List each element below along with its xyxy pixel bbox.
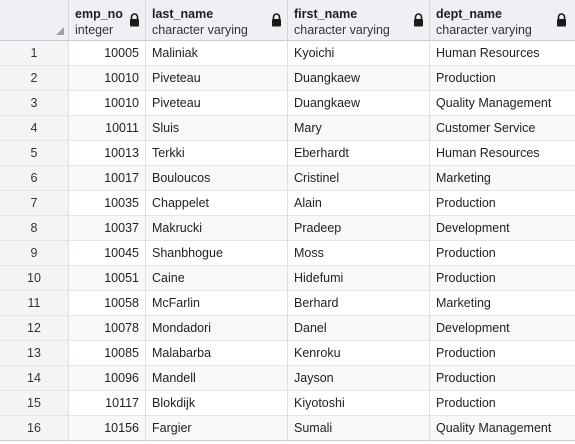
cell-first-name[interactable]: Hidefumi (288, 266, 430, 291)
row-number-cell[interactable]: 11 (0, 291, 69, 316)
cell-first-name[interactable]: Danel (288, 316, 430, 341)
cell-dept-name[interactable]: Production (430, 191, 575, 216)
cell-emp-no[interactable]: 10010 (69, 91, 146, 116)
cell-dept-name[interactable]: Development (430, 316, 575, 341)
cell-first-name[interactable]: Pradeep (288, 216, 430, 241)
lock-icon (271, 13, 282, 27)
cell-dept-name[interactable]: Production (430, 66, 575, 91)
row-number-cell[interactable]: 5 (0, 141, 69, 166)
cell-emp-no[interactable]: 10010 (69, 66, 146, 91)
row-number-cell[interactable]: 7 (0, 191, 69, 216)
cell-last-name[interactable]: Piveteau (146, 66, 288, 91)
cell-dept-name[interactable]: Production (430, 366, 575, 391)
cell-last-name[interactable]: Chappelet (146, 191, 288, 216)
cell-first-name[interactable]: Jayson (288, 366, 430, 391)
cell-emp-no[interactable]: 10045 (69, 241, 146, 266)
cell-last-name[interactable]: Malabarba (146, 341, 288, 366)
column-header-first-name[interactable] (288, 0, 430, 41)
cell-first-name[interactable]: Duangkaew (288, 66, 430, 91)
cell-last-name[interactable]: Mondadori (146, 316, 288, 341)
cell-dept-name[interactable]: Quality Management (430, 416, 575, 441)
row-number-cell[interactable]: 1 (0, 41, 69, 66)
cell-emp-no[interactable]: 10117 (69, 391, 146, 416)
row-number-cell[interactable]: 12 (0, 316, 69, 341)
column-type: character varying (152, 23, 248, 37)
cell-first-name[interactable]: Kiyotoshi (288, 391, 430, 416)
cell-emp-no[interactable]: 10156 (69, 416, 146, 441)
cell-emp-no[interactable]: 10051 (69, 266, 146, 291)
column-name: emp_no (75, 7, 123, 21)
cell-last-name[interactable]: Maliniak (146, 41, 288, 66)
column-type: character varying (294, 23, 390, 37)
column-type: integer (75, 23, 114, 37)
cell-first-name[interactable]: Eberhardt (288, 141, 430, 166)
cell-last-name[interactable]: McFarlin (146, 291, 288, 316)
cell-emp-no[interactable]: 10035 (69, 191, 146, 216)
cell-dept-name[interactable]: Marketing (430, 291, 575, 316)
table-row[interactable] (0, 266, 575, 291)
table-row[interactable] (0, 366, 575, 391)
cell-emp-no[interactable]: 10037 (69, 216, 146, 241)
row-number-cell[interactable]: 9 (0, 241, 69, 266)
table-row[interactable] (0, 191, 575, 216)
column-header-last-name[interactable] (146, 0, 288, 41)
table-row[interactable] (0, 91, 575, 116)
row-number-cell[interactable]: 13 (0, 341, 69, 366)
cell-emp-no[interactable]: 10078 (69, 316, 146, 341)
table-row[interactable] (0, 166, 575, 191)
row-number-cell[interactable]: 6 (0, 166, 69, 191)
cell-dept-name[interactable]: Production (430, 266, 575, 291)
cell-last-name[interactable]: Blokdijk (146, 391, 288, 416)
cell-dept-name[interactable]: Human Resources (430, 41, 575, 66)
cell-first-name[interactable]: Mary (288, 116, 430, 141)
table-row[interactable] (0, 341, 575, 366)
lock-icon (413, 13, 424, 27)
column-name: dept_name (436, 7, 502, 21)
row-number-header[interactable] (0, 0, 69, 41)
cell-dept-name[interactable]: Marketing (430, 166, 575, 191)
row-number-cell[interactable]: 14 (0, 366, 69, 391)
row-number-cell[interactable]: 3 (0, 91, 69, 116)
column-name: last_name (152, 7, 214, 21)
row-number-cell[interactable]: 15 (0, 391, 69, 416)
cell-last-name[interactable]: Bouloucos (146, 166, 288, 191)
cell-first-name[interactable]: Alain (288, 191, 430, 216)
table-row[interactable] (0, 241, 575, 266)
cell-last-name[interactable]: Sluis (146, 116, 288, 141)
column-header-dept-name[interactable] (430, 0, 575, 41)
cell-first-name[interactable]: Kenroku (288, 341, 430, 366)
cell-first-name[interactable]: Kyoichi (288, 41, 430, 66)
cell-last-name[interactable]: Mandell (146, 366, 288, 391)
row-number-cell[interactable]: 16 (0, 416, 69, 441)
table-row[interactable] (0, 116, 575, 141)
cell-last-name[interactable]: Piveteau (146, 91, 288, 116)
table-row[interactable] (0, 141, 575, 166)
row-number-cell[interactable]: 10 (0, 266, 69, 291)
cell-first-name[interactable]: Moss (288, 241, 430, 266)
column-name: first_name (294, 7, 358, 21)
lock-icon (129, 13, 140, 27)
lock-icon (556, 13, 567, 27)
cell-emp-no[interactable]: 10005 (69, 41, 146, 66)
table-row[interactable] (0, 216, 575, 241)
cell-first-name[interactable]: Sumali (288, 416, 430, 441)
table-row[interactable] (0, 291, 575, 316)
cell-dept-name[interactable]: Production (430, 391, 575, 416)
cell-dept-name[interactable]: Customer Service (430, 116, 575, 141)
row-number-cell[interactable]: 2 (0, 66, 69, 91)
cell-first-name[interactable]: Duangkaew (288, 91, 430, 116)
cell-last-name[interactable]: Makrucki (146, 216, 288, 241)
column-type: character varying (436, 23, 532, 37)
cell-dept-name[interactable]: Production (430, 241, 575, 266)
cell-dept-name[interactable]: Quality Management (430, 91, 575, 116)
cell-dept-name[interactable]: Development (430, 216, 575, 241)
cell-last-name[interactable]: Shanbhogue (146, 241, 288, 266)
cell-emp-no[interactable]: 10011 (69, 116, 146, 141)
row-number-cell[interactable]: 8 (0, 216, 69, 241)
cell-emp-no[interactable]: 10085 (69, 341, 146, 366)
cell-last-name[interactable]: Terkki (146, 141, 288, 166)
grid-header (0, 0, 575, 41)
cell-last-name[interactable]: Caine (146, 266, 288, 291)
cell-emp-no[interactable]: 10096 (69, 366, 146, 391)
cell-last-name[interactable]: Fargier (146, 416, 288, 441)
table-row[interactable] (0, 66, 575, 91)
table-row[interactable] (0, 316, 575, 341)
sort-corner-icon[interactable] (56, 27, 64, 35)
table-row[interactable] (0, 391, 575, 416)
column-header-emp-no[interactable] (69, 0, 146, 41)
cell-dept-name[interactable]: Human Resources (430, 141, 575, 166)
cell-dept-name[interactable]: Production (430, 341, 575, 366)
table-row[interactable] (0, 41, 575, 66)
cell-emp-no[interactable]: 10058 (69, 291, 146, 316)
cell-emp-no[interactable]: 10017 (69, 166, 146, 191)
cell-emp-no[interactable]: 10013 (69, 141, 146, 166)
table-row[interactable] (0, 416, 575, 441)
cell-first-name[interactable]: Cristinel (288, 166, 430, 191)
cell-first-name[interactable]: Berhard (288, 291, 430, 316)
row-number-cell[interactable]: 4 (0, 116, 69, 141)
